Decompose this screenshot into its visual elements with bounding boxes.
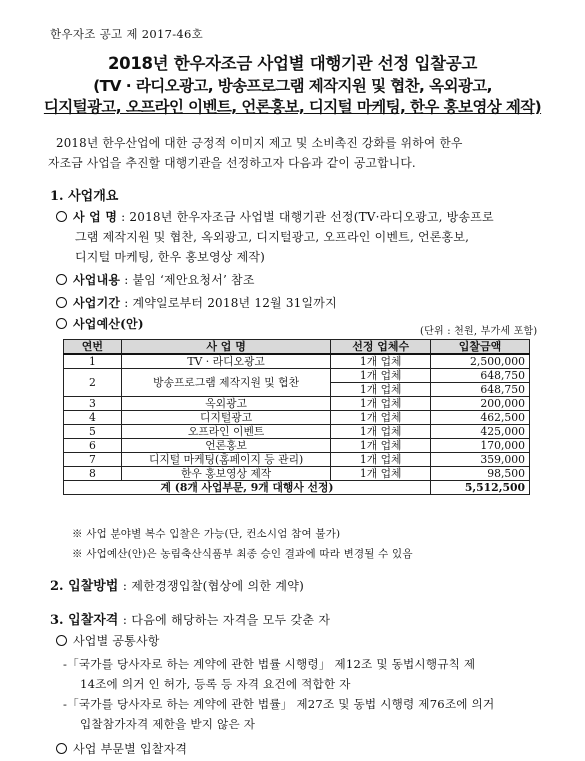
project-budget: [56, 315, 144, 332]
project-name-line-3: 디지털 마케팅, 한우 홍보영상 제작): [75, 250, 266, 264]
table-total-row: [64, 481, 530, 495]
requirement-1-line-2: 14조에 의거 인 허가, 등록 등 자격 요건에 적합한 자: [80, 677, 351, 691]
row-project: 언론홍보: [121, 439, 330, 453]
project-name-line-1: [56, 208, 494, 225]
row-no: 2: [64, 369, 122, 397]
row-count: 1개 업체: [331, 369, 431, 383]
common-requirements: [56, 632, 160, 649]
project-content-label: 사업내용: [73, 273, 121, 287]
sector-requirements: [56, 740, 187, 757]
row-no: 1: [64, 354, 122, 369]
row-amount: 425,000: [431, 425, 530, 439]
project-budget-label: 사업예산(안): [73, 317, 144, 331]
page-title: 2018년 한우자조금 사업별 대행기관 선정 입찰공고: [107, 54, 478, 73]
row-amount: 2,500,000: [431, 354, 530, 369]
table-row: [64, 425, 530, 439]
row-amount: 648,750: [431, 369, 530, 383]
note-2: ※ 사업예산(안)은 농림축산식품부 최종 승인 결과에 따라 변경될 수 있음: [72, 548, 413, 560]
total-amount: 5,512,500: [431, 481, 530, 495]
table-row: [64, 467, 530, 481]
row-no: 5: [64, 425, 122, 439]
header-project: 사 업 명: [121, 340, 330, 355]
project-name-value: : 2018년 한우자조금 사업별 대행기관 선정(TV·라디오광고, 방송프로: [121, 210, 494, 224]
table-row: [64, 411, 530, 425]
row-amount: 170,000: [431, 439, 530, 453]
table-header-row: [64, 340, 530, 355]
section-3-title: 3. 입찰자격: [50, 613, 119, 628]
project-period-value: : 계약일로부터 2018년 12월 31일까지: [124, 296, 337, 310]
row-count: 1개 업체: [331, 411, 431, 425]
row-project: 한우 홍보영상 제작: [121, 467, 330, 481]
total-label: 계 (8개 사업부문, 9개 대행사 선정): [64, 481, 431, 495]
title-subline-1: (TV · 라디오광고, 방송프로그램 제작지원 및 협찬, 옥외광고,: [93, 77, 492, 95]
row-project: 옥외광고: [121, 397, 330, 411]
requirement-1-line-1: -「국가를 당사자로 하는 계약에 관한 법률 시행령」 제12조 및 동법시행규칙 제: [63, 657, 476, 671]
section-3-heading: [50, 609, 330, 628]
project-name-label: 사 업 명: [73, 210, 118, 224]
row-amount: 648,750: [431, 383, 530, 397]
row-count: 1개 업체: [331, 383, 431, 397]
project-content-value: : 붙임 ‘제안요청서’ 참조: [124, 273, 255, 287]
project-period-label: 사업기간: [73, 296, 121, 310]
table-row: [64, 439, 530, 453]
project-content: [56, 271, 255, 288]
circle-bullet-icon: [56, 297, 67, 308]
circle-bullet-icon: [56, 211, 67, 222]
sector-requirements-label: 사업 부문별 입찰자격: [73, 742, 188, 756]
row-project: 디지털광고: [121, 411, 330, 425]
note-1: ※ 사업 분야별 복수 입찰은 가능(단, 컨소시엄 참여 불가): [72, 528, 341, 540]
section-2-title: 2. 입찰방법: [50, 579, 119, 594]
row-count: 1개 업체: [331, 397, 431, 411]
circle-bullet-icon: [56, 318, 67, 329]
section-2-heading: [50, 575, 304, 594]
unit-note: (단위 : 천원, 부가세 포함): [420, 326, 538, 337]
row-no: 4: [64, 411, 122, 425]
common-requirements-label: 사업별 공통사항: [73, 634, 160, 648]
row-project: 방송프로그램 제작지원 및 협찬: [121, 369, 330, 397]
row-amount: 200,000: [431, 397, 530, 411]
header-amount: 입찰금액: [431, 340, 530, 355]
row-no: 8: [64, 467, 122, 481]
table-row: [64, 453, 530, 467]
document-number: 한우자조 공고 제 2017-46호: [50, 27, 204, 41]
row-no: 3: [64, 397, 122, 411]
intro-line-2: 자조금 사업을 추진할 대행기관을 선정하고자 다음과 같이 공고합니다.: [48, 156, 416, 170]
title-subline-2: 디지털광고, 오프라인 이벤트, 언론홍보, 디지털 마케팅, 한우 홍보영상 제작): [43, 98, 542, 116]
header-count: 선정 업체수: [331, 340, 431, 355]
row-count: 1개 업체: [331, 467, 431, 481]
table-row: [64, 397, 530, 411]
section-3-text: : 다음에 해당하는 자격을 모두 갖춘 자: [122, 613, 331, 627]
project-name-line-2: 그램 제작지원 및 협찬, 옥외광고, 디지털광고, 오프라인 이벤트, 언론홍보,: [75, 230, 470, 244]
row-amount: 98,500: [431, 467, 530, 481]
row-amount: 462,500: [431, 411, 530, 425]
intro-line-1: 2018년 한우산업에 대한 긍정적 이미지 제고 및 소비촉진 강화를 위하여 한우: [56, 136, 463, 150]
row-project: 오프라인 이벤트: [121, 425, 330, 439]
requirement-2-line-2: 입찰참가자격 제한을 받지 않은 자: [80, 717, 256, 731]
circle-bullet-icon: [56, 274, 67, 285]
section-1-heading: 1. 사업개요: [50, 189, 119, 204]
table-row: [64, 369, 530, 383]
project-period: [56, 294, 337, 311]
row-count: 1개 업체: [331, 453, 431, 467]
budget-table: [63, 339, 530, 495]
circle-bullet-icon: [56, 635, 67, 646]
circle-bullet-icon: [56, 743, 67, 754]
row-amount: 359,000: [431, 453, 530, 467]
header-no: 연번: [64, 340, 122, 355]
row-no: 6: [64, 439, 122, 453]
requirement-2-line-1: -「국가를 당사자로 하는 계약에 관한 법률」 제27조 및 동법 시행령 제76조에 의거: [63, 697, 495, 711]
row-project: 디지털 마케팅(홈페이지 등 관리): [121, 453, 330, 467]
row-no: 7: [64, 453, 122, 467]
row-project: TV · 라디오광고: [121, 354, 330, 369]
row-count: 1개 업체: [331, 354, 431, 369]
table-row: [64, 354, 530, 369]
section-2-text: : 제한경쟁입찰(협상에 의한 계약): [122, 579, 305, 593]
row-count: 1개 업체: [331, 439, 431, 453]
row-count: 1개 업체: [331, 425, 431, 439]
